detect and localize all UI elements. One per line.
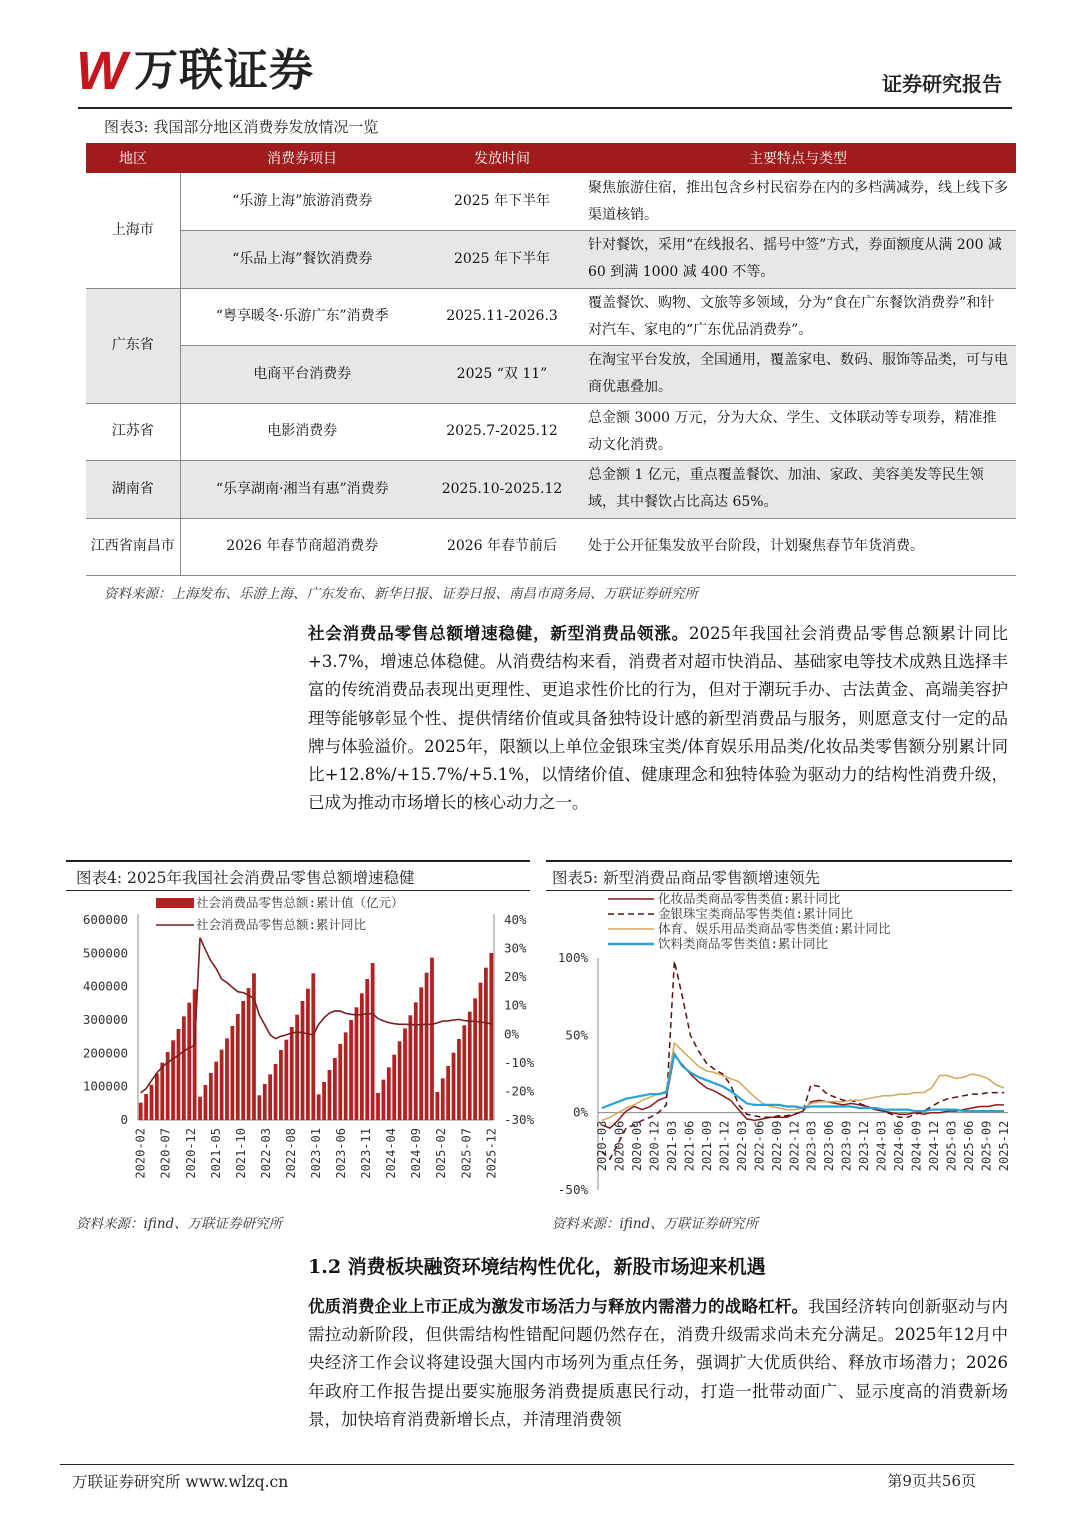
footer-left: 万联证券研究所 www.wlzq.cn bbox=[72, 1473, 289, 1491]
paragraph-financing bbox=[308, 1293, 1008, 1434]
bar bbox=[155, 1074, 159, 1120]
legend-label: 饮料类商品零售类值:累计同比 bbox=[658, 936, 829, 951]
x-tick-label: 2025-12 bbox=[484, 1128, 499, 1179]
bar bbox=[139, 1103, 143, 1120]
bar bbox=[322, 1082, 326, 1120]
x-tick-label: 2022-03 bbox=[258, 1128, 273, 1179]
time-cell: 2025 年下半年 bbox=[424, 231, 580, 289]
x-tick-label: 2024-03 bbox=[874, 1120, 889, 1172]
x-tick-label: 2020-02 bbox=[133, 1128, 148, 1179]
feature-cell: 聚焦旅游住宿，推出包含乡村民宿券在内的多档满减券，线上线下多渠道核销。 bbox=[580, 173, 1016, 231]
bar bbox=[425, 973, 429, 1120]
bar bbox=[311, 973, 315, 1120]
y-right-tick-label: -30% bbox=[504, 1112, 535, 1127]
series-line bbox=[602, 1054, 1004, 1111]
paragraph-body: 2025年我国社会消费品零售总额累计同比+3.7%，增速总体稳健。从消费结构来看，消费者对超市快消品、基础家电等技术成熟且选择丰富的传统消费品表现出更理性、更追求性价比的行为，但对于潮玩手办、古法黄金、高端美容护理等能够彰显个性、提供情绪价值或具备独特设计感的新型消费品与服务，则愿意支付一定的品牌与体验溢价。2025年，限额以上单位金银珠宝类/体育娱乐用品类/化妆品类零售额分别累计同比+12.8%/+15.7%/+5.1%，以情绪价值、健康理念和独特体验为驱动力的结构性消费升级，已成为推动市场增长的核心动力之一。 bbox=[308, 624, 1008, 813]
y-tick-label: -50% bbox=[557, 1182, 588, 1197]
y-right-tick-label: -20% bbox=[504, 1083, 535, 1099]
x-tick-label: 2023-11 bbox=[359, 1128, 374, 1179]
project-cell: 电商平台消费券 bbox=[180, 346, 424, 404]
bar bbox=[462, 1025, 466, 1120]
report-type: 证券研究报告 bbox=[882, 72, 1002, 96]
table-row bbox=[86, 518, 1016, 576]
x-tick-label: 2021-03 bbox=[664, 1120, 679, 1172]
bar bbox=[338, 1044, 342, 1120]
y-right-tick-label: 40% bbox=[504, 912, 527, 927]
x-tick-label: 2024-12 bbox=[927, 1120, 942, 1172]
x-tick-label: 2023-03 bbox=[804, 1120, 819, 1172]
bar bbox=[382, 1080, 386, 1120]
table-header-row bbox=[86, 143, 1016, 173]
bar bbox=[409, 1015, 413, 1120]
bar bbox=[392, 1055, 396, 1120]
col-feature: 主要特点与类型 bbox=[580, 143, 1016, 173]
project-cell: “粤享暖冬·乐游广东”消费季 bbox=[180, 288, 424, 346]
x-tick-label: 2020-12 bbox=[183, 1128, 198, 1179]
x-tick-label: 2022-09 bbox=[769, 1120, 784, 1172]
bar bbox=[187, 1003, 191, 1120]
x-tick-label: 2025-12 bbox=[997, 1120, 1011, 1172]
figure4-title: 图表4: 2025年我国社会消费品零售总额增速稳健 bbox=[76, 869, 415, 887]
col-time: 发放时间 bbox=[424, 143, 580, 173]
table-row bbox=[86, 288, 1016, 346]
feature-cell: 处于公开征集发放平台阶段，计划聚焦春节年货消费。 bbox=[580, 518, 1016, 576]
page-header bbox=[0, 0, 1080, 112]
feature-cell: 总金额 1 亿元，重点覆盖餐饮、加油、家政、美容美发等民生领域，其中餐饮占比高达 65%。 bbox=[580, 461, 1016, 519]
bar bbox=[198, 1097, 202, 1120]
x-tick-label: 2020-06 bbox=[612, 1120, 627, 1172]
region-cell: 广东省 bbox=[86, 288, 180, 403]
paragraph-consumption bbox=[308, 620, 1008, 817]
col-region: 地区 bbox=[86, 143, 180, 173]
footer-rule bbox=[60, 1464, 1014, 1465]
paragraph-lead: 社会消费品零售总额增速稳健，新型消费品领涨。 bbox=[308, 624, 689, 643]
figure3-source: 资料来源：上海发布、乐游上海、广东发布、新华日报、证券日报、南昌市商务局、万联证券研究所 bbox=[104, 586, 698, 602]
x-tick-label: 2024-06 bbox=[892, 1120, 907, 1172]
x-tick-label: 2023-12 bbox=[857, 1120, 872, 1172]
bar bbox=[479, 983, 483, 1120]
y-tick-label: 100% bbox=[557, 950, 588, 965]
bar bbox=[457, 1039, 461, 1120]
bar bbox=[263, 1084, 267, 1120]
y-tick-label: 0% bbox=[572, 1104, 588, 1120]
bar bbox=[419, 987, 423, 1120]
paragraph-body: 我国经济转向创新驱动与内需拉动新阶段，但供需结构性错配问题仍然存在，消费升级需求尚未充分满足。2025年12月中央经济工作会议将建设强大国内市场列为重点任务，强调扩大优质供给、释放市场潜力；2026年政府工作报告提出要实施服务消费提质惠民行动，打造一批带动面广、显示度高的消费新场景，加快培育消费新增长点，并清理消费领 bbox=[308, 1297, 1009, 1429]
x-tick-label: 2023-06 bbox=[334, 1128, 349, 1179]
bar bbox=[284, 1040, 288, 1120]
time-cell: 2025.7-2025.12 bbox=[424, 403, 580, 461]
bar bbox=[268, 1074, 272, 1120]
bar bbox=[349, 1020, 353, 1120]
y-left-tick-label: 0 bbox=[120, 1112, 128, 1127]
figure5-title: 图表5: 新型消费品商品零售额增速领先 bbox=[552, 869, 821, 887]
y-left-tick-label: 400000 bbox=[82, 978, 128, 994]
x-tick-label: 2020-12 bbox=[647, 1120, 662, 1172]
bar bbox=[414, 1002, 418, 1120]
x-tick-label: 2022-06 bbox=[752, 1120, 767, 1172]
project-cell: “乐享湖南·湘当有惠”消费券 bbox=[180, 461, 424, 519]
x-tick-label: 2024-09 bbox=[409, 1128, 424, 1179]
bar bbox=[241, 1001, 245, 1120]
paragraph-lead: 优质消费企业上市正成为激发市场活力与释放内需潜力的战略杠杆。 bbox=[308, 1297, 809, 1316]
x-tick-label: 2021-06 bbox=[682, 1120, 697, 1172]
time-cell: 2025.11-2026.3 bbox=[424, 288, 580, 346]
table-row bbox=[86, 173, 1016, 231]
bar bbox=[328, 1070, 332, 1120]
time-cell: 2025 年下半年 bbox=[424, 173, 580, 231]
bar bbox=[403, 1028, 407, 1120]
x-tick-label: 2025-09 bbox=[979, 1120, 994, 1172]
bar bbox=[220, 1050, 224, 1120]
bar bbox=[257, 1095, 261, 1120]
region-cell: 上海市 bbox=[86, 173, 180, 288]
figure5-source: 资料来源：ifind、万联证券研究所 bbox=[552, 1216, 759, 1232]
bar bbox=[182, 1016, 186, 1120]
time-cell: 2025.10-2025.12 bbox=[424, 461, 580, 519]
time-cell: 2026 年春节前后 bbox=[424, 518, 580, 576]
table-row bbox=[86, 346, 1016, 404]
figure5-top-rule bbox=[546, 860, 1012, 862]
page-number: 第9页共56页 bbox=[887, 1472, 976, 1490]
bar bbox=[360, 993, 364, 1120]
region-cell: 江西省南昌市 bbox=[86, 518, 180, 576]
x-tick-label: 2025-07 bbox=[459, 1128, 474, 1179]
feature-cell: 在淘宝平台发放，全国通用，覆盖家电、数码、服饰等品类，可与电商优惠叠加。 bbox=[580, 346, 1016, 404]
bar bbox=[225, 1038, 229, 1120]
bar bbox=[441, 1078, 445, 1120]
bar bbox=[387, 1067, 391, 1120]
bar bbox=[333, 1058, 337, 1120]
bar bbox=[295, 1015, 299, 1120]
bar bbox=[144, 1094, 148, 1120]
figure3-table-wrap bbox=[86, 143, 1016, 576]
y-left-tick-label: 300000 bbox=[82, 1012, 128, 1027]
x-tick-label: 2025-03 bbox=[944, 1120, 959, 1172]
bar bbox=[365, 979, 369, 1120]
project-cell: “乐品上海”餐饮消费券 bbox=[180, 231, 424, 289]
bar bbox=[204, 1085, 208, 1120]
x-tick-label: 2022-03 bbox=[734, 1120, 749, 1172]
figure3-title: 图表3: 我国部分地区消费券发放情况一览 bbox=[104, 118, 379, 136]
bar bbox=[376, 1093, 380, 1120]
y-right-tick-label: 10% bbox=[504, 997, 527, 1013]
bar bbox=[435, 1092, 439, 1120]
y-left-tick-label: 500000 bbox=[82, 945, 128, 961]
x-tick-label: 2024-04 bbox=[384, 1128, 399, 1179]
y-right-tick-label: 20% bbox=[504, 969, 527, 985]
y-tick-label: 50% bbox=[565, 1027, 588, 1043]
x-tick-label: 2021-09 bbox=[699, 1120, 714, 1172]
bar bbox=[247, 988, 251, 1120]
region-cell: 湖南省 bbox=[86, 461, 180, 519]
legend-label: 金银珠宝类商品零售类值:累计同比 bbox=[658, 906, 854, 921]
x-tick-label: 2020-09 bbox=[629, 1120, 644, 1172]
bar bbox=[489, 953, 493, 1120]
x-tick-label: 2025-02 bbox=[434, 1128, 449, 1179]
figure4-top-rule bbox=[66, 860, 530, 862]
bar bbox=[209, 1073, 213, 1120]
figure4-source: 资料来源：ifind、万联证券研究所 bbox=[76, 1216, 283, 1232]
x-tick-label: 2021-05 bbox=[208, 1128, 223, 1179]
x-tick-label: 2022-08 bbox=[283, 1128, 298, 1179]
col-project: 消费券项目 bbox=[180, 143, 424, 173]
bar bbox=[446, 1066, 450, 1120]
bar bbox=[484, 968, 488, 1120]
figure5-chart bbox=[546, 892, 1012, 1204]
feature-cell: 覆盖餐饮、购物、文旅等多领域，分为“食在广东餐饮消费券”和针对汽车、家电的“广东优品消费券”。 bbox=[580, 288, 1016, 346]
bar bbox=[274, 1064, 278, 1120]
legend-bar-swatch bbox=[156, 898, 194, 908]
feature-cell: 针对餐饮，采用“在线报名、摇号中签”方式，券面额度从满 200 减 60 到满 1000 减 400 不等。 bbox=[580, 231, 1016, 289]
y-right-tick-label: 0% bbox=[504, 1026, 520, 1042]
region-cell: 江苏省 bbox=[86, 403, 180, 461]
y-left-tick-label: 100000 bbox=[82, 1078, 128, 1094]
figure4-title-rule bbox=[66, 890, 530, 891]
legend-label: 化妆品类商品零售类值:累计同比 bbox=[658, 891, 841, 906]
x-tick-label: 2023-01 bbox=[309, 1128, 323, 1179]
bar bbox=[150, 1085, 154, 1120]
y-left-tick-label: 600000 bbox=[82, 912, 128, 927]
logo-mark: W bbox=[76, 41, 123, 101]
x-tick-label: 2022-12 bbox=[787, 1120, 802, 1172]
y-right-tick-label: 30% bbox=[504, 940, 527, 956]
bar bbox=[279, 1050, 283, 1120]
x-tick-label: 2024-09 bbox=[909, 1120, 924, 1172]
bar bbox=[355, 1007, 359, 1120]
bar bbox=[371, 963, 375, 1120]
x-tick-label: 2021-10 bbox=[233, 1128, 248, 1179]
bar bbox=[317, 1094, 321, 1120]
x-tick-label: 2020-03 bbox=[595, 1120, 609, 1172]
project-cell: 电影消费券 bbox=[180, 403, 424, 461]
legend-line-label: 社会消费品零售总额:累计同比 bbox=[196, 917, 367, 932]
x-tick-label: 2023-09 bbox=[839, 1120, 854, 1172]
logo-text: 万联证券 bbox=[134, 45, 314, 96]
bar bbox=[160, 1063, 164, 1120]
figure4-chart bbox=[66, 892, 535, 1202]
table-row bbox=[86, 231, 1016, 289]
bar bbox=[177, 1029, 181, 1120]
table-row bbox=[86, 403, 1016, 461]
section-heading: 1.2 消费板块融资环境结构性优化，新股市场迎来机遇 bbox=[308, 1256, 766, 1278]
bar bbox=[468, 1012, 472, 1120]
bar bbox=[301, 1001, 305, 1120]
bar bbox=[473, 998, 477, 1120]
x-tick-label: 2025-06 bbox=[962, 1120, 977, 1172]
y-right-tick-label: -10% bbox=[504, 1054, 535, 1070]
x-tick-label: 2020-07 bbox=[158, 1128, 173, 1179]
bar bbox=[236, 1014, 240, 1120]
legend-bar-label: 社会消费品零售总额:累计值（亿元） bbox=[196, 895, 404, 910]
bar bbox=[306, 989, 310, 1120]
bar bbox=[252, 973, 256, 1120]
bar bbox=[398, 1041, 402, 1120]
bar bbox=[290, 1027, 294, 1120]
bar bbox=[171, 1040, 175, 1120]
x-tick-label: 2021-12 bbox=[717, 1120, 732, 1172]
time-cell: 2025 “双 11” bbox=[424, 346, 580, 404]
bar bbox=[214, 1062, 218, 1120]
x-tick-label: 2023-06 bbox=[822, 1120, 837, 1172]
legend-label: 体育、娱乐用品类商品零售类值:累计同比 bbox=[658, 921, 891, 936]
bar bbox=[231, 1026, 235, 1120]
feature-cell: 总金额 3000 万元，分为大众、学生、文体联动等专项券，精准推动文化消费。 bbox=[580, 403, 1016, 461]
bar bbox=[430, 958, 434, 1120]
figure3-table bbox=[86, 143, 1016, 576]
bar bbox=[452, 1053, 456, 1120]
project-cell: 2026 年春节商超消费券 bbox=[180, 518, 424, 576]
project-cell: “乐游上海”旅游消费券 bbox=[180, 173, 424, 231]
y-left-tick-label: 200000 bbox=[82, 1045, 128, 1061]
header-rule bbox=[78, 107, 1012, 109]
table-row bbox=[86, 461, 1016, 519]
bar bbox=[344, 1032, 348, 1120]
